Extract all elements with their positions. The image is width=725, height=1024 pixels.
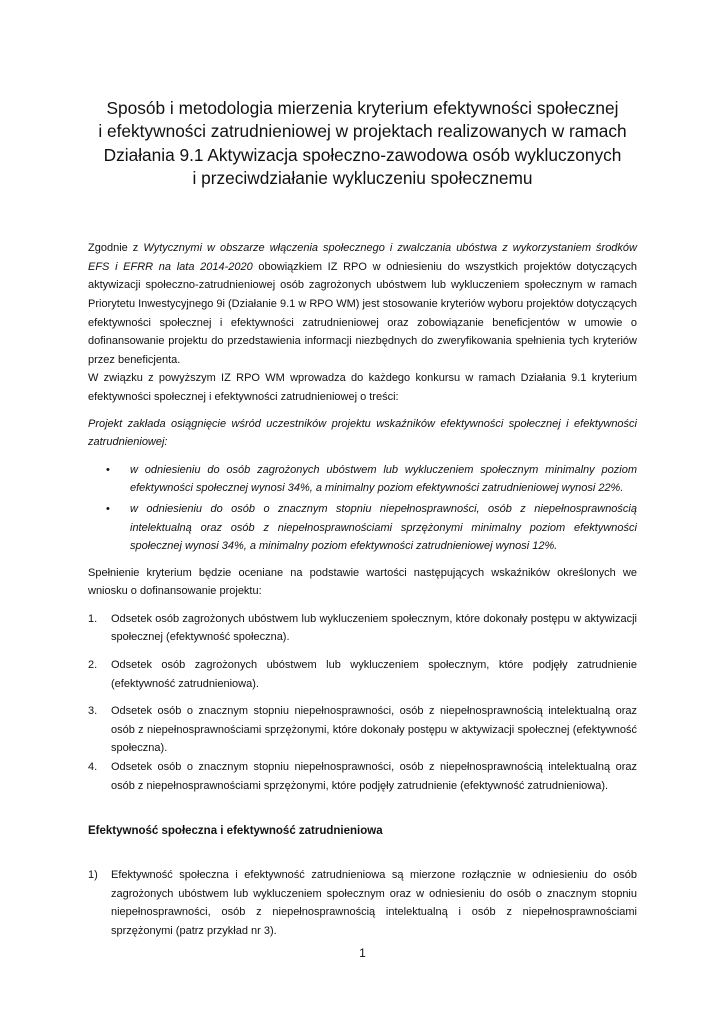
list-item [88,500,637,556]
bullet-icon: • [106,463,110,476]
item-text: Odsetek osób o znacznym stopniu niepełnosprawności, osób z niepełnosprawnością intelektualną oraz osób z niepełnosprawnościami sprzężonymi, które podjęły zatrudnienie (efektywność zatrudnieniowa). [111,761,637,792]
list-item [88,461,637,498]
title-line: Sposób i metodologia mierzenia kryterium efektywności społecznej [106,98,619,118]
guidelines-reference: Wytycznymi w obszarze włączenia społecznego i zwalczania ubóstwa z wykorzystaniem środków EFS i EFRR na lata 2014-2020 [88,242,637,273]
list-item [88,866,637,940]
item-text: Efektywność społeczna i efektywność zatrudnieniowa są mierzone rozłącznie w odniesieniu do osób zagrożonych ubóstwem lub wykluczeniem społecznym oraz w odniesieniu do osób o znacznym stopniu niepełnosprawności, osób z niepełnosprawnością intelektualną i osób z niepełnosprawnościami sprzężonymi (patrz przykład nr 3). [111,869,637,937]
list-item [88,702,637,758]
bullet-text: w odniesieniu do osób o znacznym stopniu niepełnosprawności, osób z niepełnosprawnością intelektualną oraz osób z niepełnosprawnościami sprzężonymi minimalny poziom efektywności społecznej wynosi 34%, a minimalny poziom efektywności zatrudnieniowej wynosi 12%. [130,502,637,553]
item-number: 3. [88,705,98,718]
criterion-bullet-list [88,461,637,556]
document-body [88,239,637,940]
item-number: 1) [88,869,98,882]
item-number: 4. [88,761,98,774]
list-item [88,758,637,795]
document-title [88,0,637,190]
intro-prefix: Zgodnie z [88,242,144,255]
bullet-icon: • [106,502,110,515]
section-item-list [88,866,637,940]
criterion-text: Projekt zakłada osiągnięcie wśród uczestników projektu wskaźników efektywności społecznej i efektywności zatrudnieniowej: [88,417,637,449]
page-number: 1 [359,946,366,960]
list-item [88,610,637,647]
item-text: Odsetek osób o znacznym stopniu niepełnosprawności, osób z niepełnosprawnością intelektualną oraz osób z niepełnosprawnościami sprzężonymi, które dokonały postępu w aktywizacji społecznej (efektywność społeczna). [111,705,637,755]
item-number: 1. [88,612,98,625]
indicator-list [88,610,637,795]
title-line: Działania 9.1 Aktywizacja społeczno-zawodowa osób wykluczonych [103,144,622,165]
title-line: i przeciwdziałanie wykluczeniu społecznemu [192,167,533,188]
item-number: 2. [88,659,98,672]
item-text: Odsetek osób zagrożonych ubóstwem lub wykluczeniem społecznym, które dokonały postępu w aktywizacji społecznej (efektywność społeczna). [111,612,637,644]
intro-rest: obowiązkiem IZ RPO w odniesieniu do wszystkich projektów dotyczących aktywizacji społeczno-zatrudnieniowej osób zagrożonych ubóstwem lub wykluczeniem społecznym w ramach Priorytetu Inwestycyjnego 9i (Działanie 9.1 w RPO WM) jest stosowanie kryteriów wyboru projektów dotyczących efektywności społecznej i efektywności zatrudnieniowej oraz zobowiązanie beneficjentów w umowie o dofinansowanie projektu do przedstawienia informacji niezbędnych do zweryfikowania spełnienia tych kryteriów przez beneficjenta. [88,260,638,366]
item-text: Odsetek osób zagrożonych ubóstwem lub wykluczeniem społecznym, które podjęły zatrudnienie (efektywność zatrudnieniowa). [111,659,637,690]
section-heading: Efektywność społeczna i efektywność zatrudnieniowa [88,825,383,838]
assessment-paragraph: Spełnienie kryterium będzie oceniane na podstawie wartości następujących wskaźników określonych we wniosku o dofinansowanie projektu: [88,566,637,598]
intro-paragraph [88,239,637,369]
title-line: i efektywności zatrudnieniowej w projektach realizowanych w ramach [98,121,627,142]
bullet-text: w odniesieniu do osób zagrożonych ubóstwem lub wykluczeniem społecznym minimalny poziom efektywności społecznej wynosi 34%, a minimalny poziom efektywności zatrudnieniowej wynosi 22%. [130,463,637,495]
list-item [88,656,637,693]
paragraph-introducing-criterion: W związku z powyższym IZ RPO WM wprowadza do każdego konkursu w ramach Działania 9.1 kryterium efektywności społecznej i efektywności zatrudnieniowej o treści: [88,372,637,403]
